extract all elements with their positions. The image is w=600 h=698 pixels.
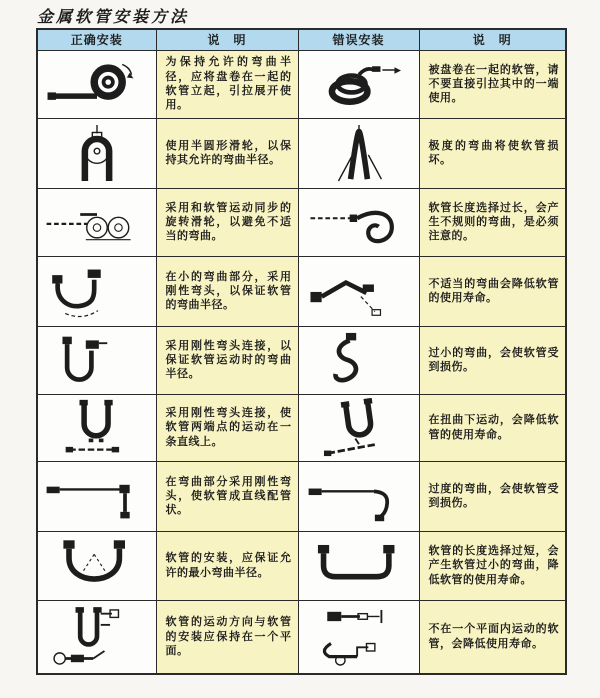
correct-description: 在弯曲部分采用刚性弯头，使软管成直线配管状。	[165, 475, 292, 517]
aligned-endpoints-u-icon	[41, 398, 153, 457]
table-row	[37, 50, 566, 118]
correct-description: 使用半圆形滑轮，以保持其允许的弯曲半径。	[165, 139, 292, 166]
wrong-description: 软管长度选择过长，会产生不规则的弯曲，是必须注意的。	[428, 201, 559, 243]
table-row	[37, 118, 566, 188]
wrong-description: 不适当的弯曲会降低软管的使用寿命。	[428, 277, 559, 304]
table-row	[37, 394, 566, 461]
header-description-correct: 说 明	[156, 29, 298, 50]
rigid-elbow-connection-icon	[41, 330, 153, 390]
correct-description: 软管的安装，应保证允许的最小弯曲半径。	[165, 552, 292, 579]
over-bent-pipe-icon	[303, 465, 415, 527]
table-row	[37, 600, 566, 674]
single-plane-motion-icon	[41, 604, 153, 670]
twisted-motion-u-icon	[303, 398, 415, 457]
minimum-bend-radius-u-icon	[41, 535, 153, 596]
too-short-hose-icon	[303, 535, 415, 596]
rigid-elbow-small-bend-icon	[41, 260, 153, 322]
extreme-bend-icon	[303, 122, 415, 184]
correct-description: 在小的弯曲部分，采用刚性弯头，以保证软管的弯曲半径。	[165, 270, 292, 312]
wrong-description: 被盘卷在一起的软管，请不要直接引拉其中的一端使用。	[428, 63, 559, 105]
improper-bend-icon	[303, 260, 415, 322]
straight-pipe-elbow-icon	[41, 465, 153, 527]
table-row	[37, 256, 566, 326]
header-wrong-install: 错误安装	[298, 29, 419, 50]
synchronized-rotating-pulley-icon	[41, 192, 153, 252]
correct-description: 为保持允许的弯曲半径，应将盘卷在一起的软管立起，引拉展开使用。	[165, 56, 292, 112]
too-small-bend-icon	[303, 330, 415, 390]
correct-description: 采用刚性弯头连接，使软管两端点的运动在一条直线上。	[165, 407, 292, 448]
correct-description: 采用刚性弯头连接，以保证软管运动时的弯曲半径。	[165, 339, 292, 381]
installation-table	[36, 28, 567, 675]
excess-length-loop-icon	[303, 192, 415, 252]
coiled-hose-pulled-icon	[303, 54, 415, 114]
table-row	[37, 326, 566, 394]
table-row	[37, 531, 566, 600]
correct-description: 采用和软管运动同步的旋转滑轮，以避免不适当的弯曲。	[165, 201, 292, 243]
semicircular-pulley-icon	[41, 122, 153, 184]
wrong-description: 极度的弯曲将使软管损坏。	[428, 139, 559, 166]
table-row	[37, 188, 566, 256]
out-of-plane-motion-icon	[303, 604, 415, 670]
header-description-wrong: 说 明	[419, 29, 566, 50]
header-row	[37, 29, 566, 50]
wrong-description: 在扭曲下运动，会降低软管的使用寿命。	[428, 414, 559, 441]
table-row	[37, 461, 566, 531]
correct-description: 软管的运动方向与软管的安装应保持在一个平面。	[165, 616, 292, 657]
wrong-description: 不在一个平面内运动的软管，会降低使用寿命。	[428, 623, 559, 650]
coiled-hose-upright-icon	[41, 54, 153, 114]
wrong-description: 软管的长度选择过短，会产生软管过小的弯曲，降低软管的使用寿命。	[428, 545, 559, 586]
header-correct-install: 正确安装	[37, 29, 156, 50]
wrong-description: 过度的弯曲，会使软管受到损伤。	[428, 482, 559, 509]
wrong-description: 过小的弯曲，会使软管受到损伤。	[428, 346, 559, 373]
page-title: 金属软管安装方法	[37, 7, 190, 26]
